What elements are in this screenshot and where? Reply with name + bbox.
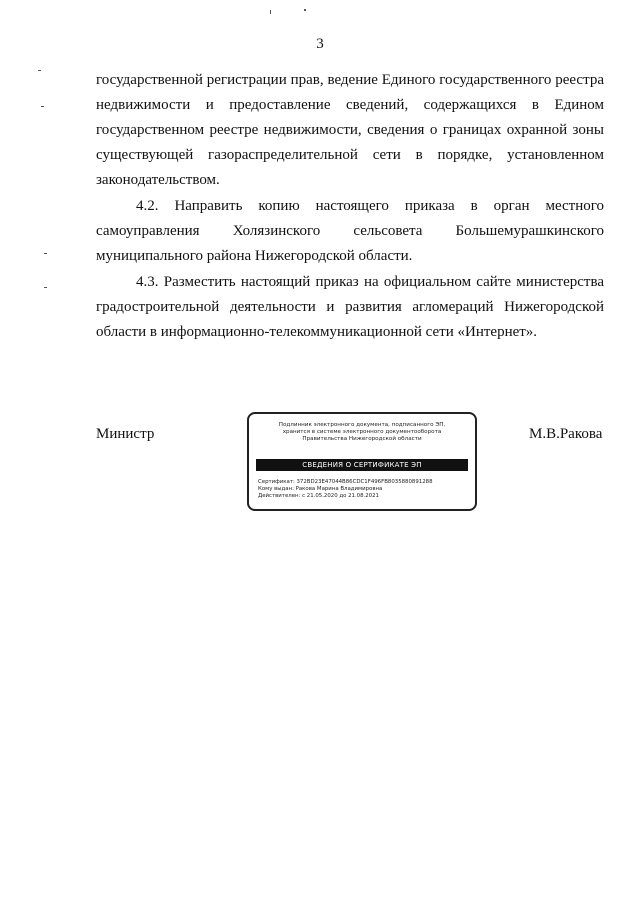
stamp-notice-line-1: Подлинник электронного документа, подписанного ЭП, [278, 422, 446, 428]
scan-mark [38, 70, 41, 71]
stamp-valid-row [258, 493, 469, 500]
paragraph-item-4-3-text: 4.3. Разместить настоящий приказ на официальном сайте министерства градостроительной деятельности и развития агломераций Нижегородской области в информационно-телекоммуникационной сети «Интернет». [96, 274, 604, 340]
page-number: 3 [316, 36, 324, 52]
stamp-certificate-value: 372BD23E47044B86CDC1F496FB8035880891288 [296, 479, 433, 485]
stamp-notice [257, 422, 467, 443]
stamp-issued-to-label: Кому выдан: [258, 486, 294, 492]
scan-mark [270, 10, 271, 14]
paragraph-item-4-2-text: 4.2. Направить копию настоящего приказа в орган местного самоуправления Холязинского сельсовета Большемурашкинского муниципального района Нижегородской области. [96, 198, 604, 264]
scan-mark [44, 287, 47, 288]
paragraph-item-4-3 [96, 270, 604, 345]
paragraph-item-4-2 [96, 194, 604, 269]
scan-mark [41, 106, 44, 107]
signer-name: М.В.Ракова [529, 426, 603, 442]
stamp-notice-line-3: Правительства Нижегородской области [302, 436, 422, 442]
stamp-valid-label: Действителен: [258, 493, 301, 499]
stamp-notice-line-2: хранится в системе электронного документооборота [282, 429, 442, 435]
paragraph-continuation-text: государственной регистрации прав, ведение Единого государственного реестра недвижимости и предоставление сведений, содержащихся в Едином государственном реестре недвижимости, сведения о границах охранной зоны существующей газораспределительной сети в порядке, установленном законодательством. [96, 72, 604, 188]
signer-title: Министр [96, 426, 155, 442]
stamp-issued-to-value: Ракова Марина Владимировна [295, 486, 383, 492]
stamp-issued-to-row [258, 486, 469, 493]
paragraph-continuation [96, 68, 604, 193]
stamp-certificate-label: Сертификат: [258, 479, 295, 485]
scan-mark [304, 9, 306, 11]
stamp-valid-value: с 21.05.2020 до 21.08.2021 [302, 493, 379, 499]
stamp-certificate-row [258, 479, 469, 486]
stamp-details [258, 479, 469, 500]
electronic-signature-stamp [247, 412, 477, 511]
scan-mark [44, 253, 47, 254]
stamp-header: СВЕДЕНИЯ О СЕРТИФИКАТЕ ЭП [256, 459, 468, 471]
